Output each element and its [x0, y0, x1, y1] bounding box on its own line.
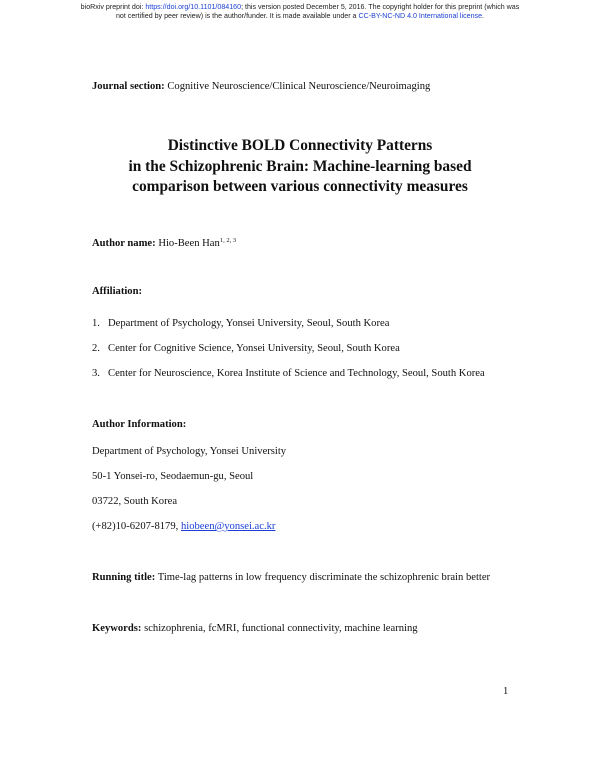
author-info-label: Author Information: [92, 419, 187, 430]
title-line-1: Distinctive BOLD Connectivity Patterns [167, 137, 433, 154]
running-title-value: Time-lag patterns in low frequency discriminate the schizophrenic brain better [155, 572, 491, 583]
affiliation-number: 2. [92, 343, 100, 354]
author-info-line-2: 50-1 Yonsei-ro, Seodaemun-gu, Seoul [92, 471, 254, 482]
affiliation-item [92, 368, 485, 379]
affiliation-heading [92, 285, 142, 299]
affiliation-text: Department of Psychology, Yonsei University, Seoul, South Korea [108, 318, 390, 329]
doi-link[interactable]: https://doi.org/10.1101/084160 [145, 3, 242, 11]
affiliation-item [92, 318, 389, 329]
keywords-value: schizophrenia, fcMRI, functional connectivity, machine learning [141, 623, 418, 634]
affiliation-label: Affiliation: [92, 286, 143, 297]
affiliation-number: 1. [92, 318, 100, 329]
affiliation-number: 3. [92, 368, 100, 379]
preprint-text: bioRxiv preprint doi: [80, 3, 146, 11]
preprint-line-2 [0, 12, 600, 21]
preprint-text: not certified by peer review) is the author/funder. It is made available under a [115, 12, 359, 20]
keywords-label: Keywords: [92, 623, 142, 634]
affiliation-text: Center for Neuroscience, Korea Institute of Science and Technology, Seoul, South Korea [108, 368, 485, 379]
author-name [92, 234, 236, 251]
preprint-text: ; this version posted December 5, 2016. The copyright holder for this preprint (which was [241, 3, 520, 11]
affiliation-text: Center for Cognitive Science, Yonsei University, Seoul, South Korea [108, 343, 400, 354]
phone-number: (+82)10-6207-8179, [92, 521, 181, 532]
preprint-header [0, 3, 600, 21]
page-number: 1 [503, 686, 509, 697]
title-line-3: comparison between various connectivity measures [132, 178, 468, 196]
journal-section-label: Journal section: [92, 81, 165, 92]
journal-section [92, 80, 430, 94]
author-info-line-1: Department of Psychology, Yonsei University [92, 446, 287, 457]
author-info-line-3: 03722, South Korea [92, 496, 178, 507]
author-name-value: Hio-Been Han [155, 238, 220, 249]
journal-section-value: Cognitive Neuroscience/Clinical Neuroscience/Neuroimaging [164, 81, 431, 92]
paper-title [60, 136, 540, 198]
affiliation-item [92, 343, 400, 354]
author-affiliation-marks: 1, 2, 3 [219, 237, 237, 244]
email-link[interactable]: hiobeen@yonsei.ac.kr [180, 521, 276, 532]
preprint-text: . [482, 12, 485, 20]
title-line-2: in the Schizophrenic Brain: Machine-learning based [128, 157, 472, 175]
license-link[interactable]: CC-BY-NC-ND 4.0 International license [358, 12, 483, 20]
running-title-label: Running title: [92, 572, 156, 583]
running-title [92, 571, 490, 585]
author-name-label: Author name: [92, 238, 156, 249]
keywords [92, 622, 418, 636]
author-info-heading [92, 418, 186, 432]
preprint-line-1 [0, 3, 600, 12]
author-contact [92, 520, 275, 534]
